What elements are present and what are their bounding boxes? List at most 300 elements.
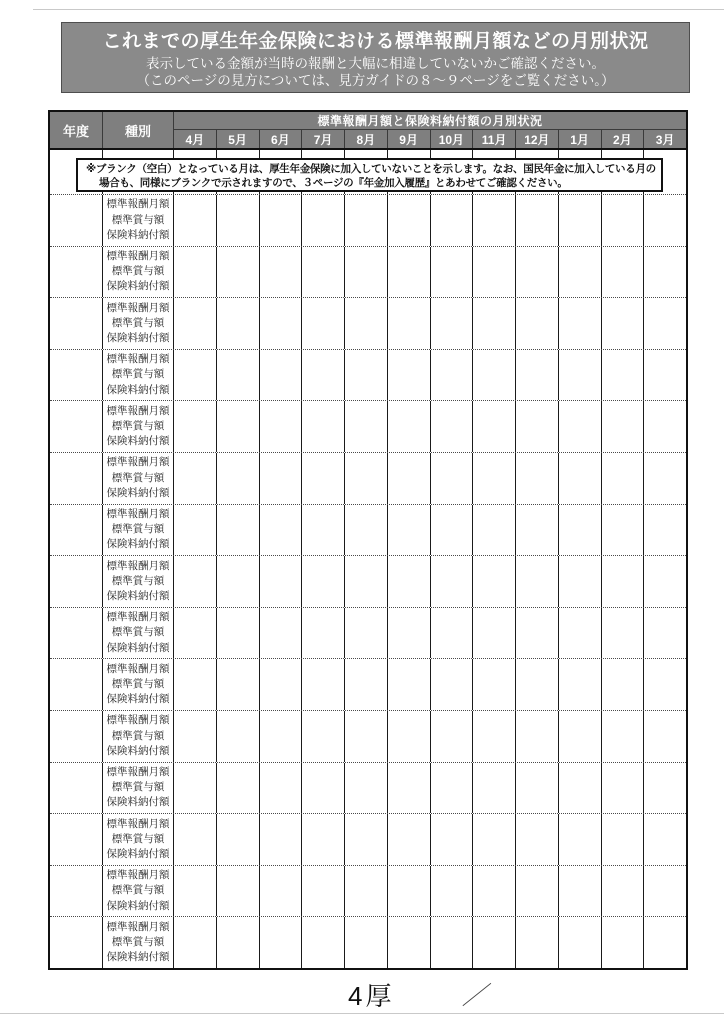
month-cell	[260, 659, 303, 710]
type-label: 標準報酬月額	[106, 508, 170, 521]
year-cell	[50, 298, 103, 349]
month-cell	[516, 659, 559, 710]
type-label: 標準賞与額	[111, 316, 165, 329]
month-header-5月: 5月	[217, 130, 260, 148]
month-cell	[260, 505, 303, 556]
month-cell	[516, 247, 559, 298]
months-group-header: 標準報酬月額と保険料納付額の月別状況	[174, 112, 686, 130]
month-header-9月: 9月	[388, 130, 431, 148]
banner-subtitle-1: 表示している金額が当時の報酬と大幅に相違していないかご確認ください。	[146, 56, 605, 71]
type-label: 保険料納付額	[106, 332, 170, 345]
month-cell	[644, 608, 686, 659]
month-cell	[388, 659, 431, 710]
year-row-block	[50, 658, 686, 710]
type-label: 保険料納付額	[106, 693, 170, 706]
year-cell	[50, 247, 103, 298]
page-title: これまでの厚生年金保険における標準報酬月額などの月別状況	[102, 31, 649, 52]
month-cell	[217, 195, 260, 246]
banner-subtitle-2: （このページの見方については、見方ガイドの８～９ページをご覧ください。）	[136, 73, 615, 88]
month-cell	[473, 917, 516, 968]
month-cell	[388, 711, 431, 762]
month-cell	[174, 247, 217, 298]
page-number: 4厚	[348, 981, 395, 1011]
month-cell	[602, 866, 645, 917]
month-cell	[602, 298, 645, 349]
month-cell	[174, 608, 217, 659]
year-row-block	[50, 349, 686, 401]
month-cell	[388, 556, 431, 607]
month-cell	[473, 763, 516, 814]
year-cell	[50, 917, 103, 968]
type-cell	[103, 763, 174, 814]
month-cell	[345, 711, 388, 762]
type-cell	[103, 556, 174, 607]
month-cell	[431, 453, 474, 504]
month-cell	[302, 247, 345, 298]
type-label: 標準賞与額	[111, 574, 165, 587]
page-edge-bottom	[0, 1013, 724, 1014]
months-header-group	[174, 112, 686, 148]
type-cell	[103, 505, 174, 556]
type-label: 保険料納付額	[106, 228, 170, 241]
month-cell	[388, 866, 431, 917]
month-cell	[302, 866, 345, 917]
month-cell	[602, 814, 645, 865]
month-cell	[644, 505, 686, 556]
month-cell	[388, 350, 431, 401]
year-row-block	[50, 555, 686, 607]
month-cell	[431, 350, 474, 401]
month-cell	[473, 195, 516, 246]
month-cell	[302, 350, 345, 401]
month-cell	[473, 608, 516, 659]
type-label: 標準賞与額	[111, 832, 165, 845]
month-cell	[644, 453, 686, 504]
month-cell	[602, 247, 645, 298]
month-cell	[174, 505, 217, 556]
month-cell	[217, 814, 260, 865]
month-cell	[516, 608, 559, 659]
year-cell	[50, 608, 103, 659]
month-cell	[302, 453, 345, 504]
month-cell	[217, 401, 260, 452]
month-cell	[302, 659, 345, 710]
type-cell	[103, 247, 174, 298]
month-cell	[260, 247, 303, 298]
month-cell	[174, 401, 217, 452]
month-cell	[260, 298, 303, 349]
type-cell	[103, 608, 174, 659]
year-row-block	[50, 400, 686, 452]
month-cell	[602, 505, 645, 556]
month-cell	[302, 195, 345, 246]
month-header-7月: 7月	[302, 130, 345, 148]
type-label: 保険料納付額	[106, 951, 170, 964]
month-cell	[260, 453, 303, 504]
month-header-10月: 10月	[431, 130, 474, 148]
year-row-block	[50, 813, 686, 865]
table-header	[50, 112, 686, 150]
type-cell	[103, 711, 174, 762]
type-label: 保険料納付額	[106, 590, 170, 603]
type-label: 標準賞与額	[111, 420, 165, 433]
month-cell	[644, 195, 686, 246]
month-header-2月: 2月	[602, 130, 645, 148]
month-cell	[516, 917, 559, 968]
type-label: 標準報酬月額	[106, 611, 170, 624]
type-label: 標準賞与額	[111, 781, 165, 794]
month-header-12月: 12月	[516, 130, 559, 148]
month-cell	[473, 556, 516, 607]
month-cell	[388, 608, 431, 659]
month-cell	[431, 608, 474, 659]
month-cell	[559, 917, 602, 968]
year-column-header: 年度	[50, 112, 103, 148]
year-row-block	[50, 194, 686, 246]
year-row-block	[50, 762, 686, 814]
month-cell	[473, 350, 516, 401]
month-cell	[388, 247, 431, 298]
table-body	[50, 150, 686, 968]
month-cell	[260, 195, 303, 246]
page-edge-top	[33, 9, 724, 10]
month-cell	[644, 814, 686, 865]
month-cell	[174, 711, 217, 762]
month-cell	[217, 453, 260, 504]
month-cell	[473, 401, 516, 452]
month-cell	[345, 453, 388, 504]
type-cell	[103, 814, 174, 865]
month-cell	[516, 350, 559, 401]
month-cell	[516, 711, 559, 762]
month-cell	[217, 350, 260, 401]
month-cell	[602, 608, 645, 659]
blank-note-box	[76, 158, 663, 192]
type-label: 標準報酬月額	[106, 920, 170, 933]
blank-note-line-1: ※ブランク（空白）となっている月は、厚生年金保険に加入していないことを示します。なお、国民年金に加入している月の	[86, 163, 656, 175]
type-cell	[103, 350, 174, 401]
month-cell	[431, 401, 474, 452]
month-cell	[217, 556, 260, 607]
monthly-status-table	[48, 110, 688, 970]
type-cell	[103, 401, 174, 452]
month-cell	[388, 917, 431, 968]
month-cell	[559, 556, 602, 607]
year-row-block	[50, 504, 686, 556]
month-cell	[388, 505, 431, 556]
type-label: 標準報酬月額	[106, 869, 170, 882]
month-cell	[174, 350, 217, 401]
type-label: 保険料納付額	[106, 538, 170, 551]
month-cell	[431, 917, 474, 968]
type-cell	[103, 195, 174, 246]
year-row-block	[50, 916, 686, 968]
type-label: 保険料納付額	[106, 796, 170, 809]
month-header-8月: 8月	[345, 130, 388, 148]
month-cell	[516, 814, 559, 865]
type-label: 保険料納付額	[106, 848, 170, 861]
month-cell	[260, 556, 303, 607]
month-cell	[260, 401, 303, 452]
month-cell	[559, 505, 602, 556]
month-cell	[473, 298, 516, 349]
year-cell	[50, 763, 103, 814]
type-label: 標準賞与額	[111, 678, 165, 691]
month-cell	[516, 866, 559, 917]
month-header-1月: 1月	[559, 130, 602, 148]
month-cell	[302, 401, 345, 452]
year-cell	[50, 401, 103, 452]
month-cell	[431, 195, 474, 246]
month-cell	[559, 866, 602, 917]
month-cell	[260, 814, 303, 865]
year-cell	[50, 711, 103, 762]
year-row-block	[50, 297, 686, 349]
type-label: 標準賞与額	[111, 471, 165, 484]
type-label: 保険料納付額	[106, 435, 170, 448]
type-label: 標準報酬月額	[106, 198, 170, 211]
month-cell	[260, 917, 303, 968]
month-cell	[431, 659, 474, 710]
month-cell	[559, 247, 602, 298]
month-cell	[431, 556, 474, 607]
month-cell	[602, 763, 645, 814]
year-cell	[50, 556, 103, 607]
month-cell	[559, 763, 602, 814]
month-cell	[473, 659, 516, 710]
type-cell	[103, 917, 174, 968]
month-cell	[644, 298, 686, 349]
month-cell	[345, 556, 388, 607]
month-cell	[431, 298, 474, 349]
type-label: 保険料納付額	[106, 744, 170, 757]
month-cell	[602, 453, 645, 504]
type-cell	[103, 659, 174, 710]
month-cell	[302, 711, 345, 762]
type-label: 標準賞与額	[111, 884, 165, 897]
type-label: 標準報酬月額	[106, 662, 170, 675]
year-row-block	[50, 607, 686, 659]
month-cell	[644, 711, 686, 762]
slash-mark: ／	[462, 982, 488, 1010]
year-cell	[50, 350, 103, 401]
type-label: 標準報酬月額	[106, 559, 170, 572]
month-cell	[388, 298, 431, 349]
month-cell	[345, 917, 388, 968]
month-cell	[345, 763, 388, 814]
year-row-block	[50, 710, 686, 762]
month-cell	[431, 711, 474, 762]
type-label: 保険料納付額	[106, 383, 170, 396]
month-cell	[217, 298, 260, 349]
year-cell	[50, 814, 103, 865]
month-cell	[302, 814, 345, 865]
year-row-block	[50, 865, 686, 917]
month-cell	[473, 505, 516, 556]
month-cell	[431, 814, 474, 865]
type-label: 標準賞与額	[111, 368, 165, 381]
type-label: 保険料納付額	[106, 486, 170, 499]
type-cell	[103, 866, 174, 917]
month-cell	[302, 505, 345, 556]
month-cell	[345, 350, 388, 401]
year-cell	[50, 659, 103, 710]
month-cell	[345, 659, 388, 710]
month-cell	[602, 401, 645, 452]
month-cell	[345, 247, 388, 298]
month-header-row	[174, 130, 686, 148]
month-cell	[217, 608, 260, 659]
month-cell	[644, 763, 686, 814]
month-cell	[217, 505, 260, 556]
month-cell	[644, 866, 686, 917]
month-cell	[473, 453, 516, 504]
month-cell	[345, 608, 388, 659]
month-cell	[174, 814, 217, 865]
month-cell	[388, 763, 431, 814]
month-cell	[260, 711, 303, 762]
month-cell	[217, 711, 260, 762]
month-cell	[345, 866, 388, 917]
month-header-3月: 3月	[655, 132, 675, 147]
month-cell	[644, 401, 686, 452]
month-cell	[516, 195, 559, 246]
type-label: 標準賞与額	[111, 265, 165, 278]
month-cell	[559, 401, 602, 452]
month-cell	[217, 659, 260, 710]
blank-note-line-2: 場合も、同様にブランクで示されますので、３ページの『年金加入履歴』とあわせてご確認ください。	[99, 177, 568, 189]
month-cell	[559, 814, 602, 865]
month-cell	[473, 247, 516, 298]
month-cell	[174, 453, 217, 504]
month-cell	[644, 917, 686, 968]
month-cell	[174, 298, 217, 349]
month-cell	[217, 917, 260, 968]
month-cell	[602, 917, 645, 968]
month-cell	[431, 866, 474, 917]
month-cell	[345, 298, 388, 349]
type-label: 保険料納付額	[106, 641, 170, 654]
month-cell	[174, 917, 217, 968]
month-cell	[473, 866, 516, 917]
month-cell	[431, 505, 474, 556]
type-label: 標準賞与額	[111, 523, 165, 536]
month-cell	[516, 401, 559, 452]
year-cell	[50, 195, 103, 246]
month-cell	[559, 659, 602, 710]
month-cell	[559, 350, 602, 401]
month-cell	[388, 453, 431, 504]
type-label: 標準報酬月額	[106, 404, 170, 417]
month-cell	[559, 195, 602, 246]
month-cell	[559, 711, 602, 762]
type-label: 標準賞与額	[111, 213, 165, 226]
month-cell	[644, 247, 686, 298]
month-cell	[388, 195, 431, 246]
month-cell	[431, 763, 474, 814]
type-label: 標準賞与額	[111, 729, 165, 742]
month-cell	[302, 917, 345, 968]
month-header-6月: 6月	[260, 130, 303, 148]
month-cell	[174, 556, 217, 607]
type-label: 標準報酬月額	[106, 250, 170, 263]
month-cell	[174, 659, 217, 710]
month-cell	[431, 247, 474, 298]
month-cell	[644, 659, 686, 710]
year-cell	[50, 505, 103, 556]
month-cell	[559, 298, 602, 349]
title-banner	[61, 22, 690, 93]
month-cell	[345, 195, 388, 246]
month-cell	[388, 814, 431, 865]
month-cell	[602, 350, 645, 401]
month-cell	[174, 763, 217, 814]
month-cell	[516, 453, 559, 504]
type-cell	[103, 298, 174, 349]
year-row-block	[50, 452, 686, 504]
month-cell	[345, 814, 388, 865]
type-label: 保険料納付額	[106, 280, 170, 293]
month-cell	[302, 763, 345, 814]
month-cell	[260, 763, 303, 814]
month-cell	[602, 659, 645, 710]
type-label: 保険料納付額	[106, 899, 170, 912]
month-cell	[602, 711, 645, 762]
month-cell	[559, 453, 602, 504]
month-cell	[388, 401, 431, 452]
month-cell	[345, 401, 388, 452]
month-cell	[260, 866, 303, 917]
year-cell	[50, 866, 103, 917]
month-cell	[302, 608, 345, 659]
month-cell	[559, 608, 602, 659]
month-cell	[217, 866, 260, 917]
month-cell	[602, 556, 645, 607]
month-cell	[516, 556, 559, 607]
month-cell	[260, 608, 303, 659]
type-label: 標準賞与額	[111, 936, 165, 948]
type-column-header: 種別	[103, 112, 174, 148]
month-cell	[345, 505, 388, 556]
month-cell	[174, 866, 217, 917]
month-cell	[516, 505, 559, 556]
type-label: 標準報酬月額	[106, 301, 170, 314]
month-cell	[217, 763, 260, 814]
type-label: 標準報酬月額	[106, 353, 170, 366]
type-cell	[103, 453, 174, 504]
type-label: 標準報酬月額	[106, 817, 170, 830]
month-cell	[174, 195, 217, 246]
month-cell	[516, 298, 559, 349]
month-cell	[302, 298, 345, 349]
year-cell	[50, 453, 103, 504]
month-cell	[302, 556, 345, 607]
type-label: 標準賞与額	[111, 626, 165, 639]
month-cell	[516, 763, 559, 814]
type-label: 標準報酬月額	[106, 766, 170, 779]
month-cell	[644, 556, 686, 607]
month-cell	[473, 814, 516, 865]
month-header-11月: 11月	[473, 130, 516, 148]
month-cell	[473, 711, 516, 762]
type-label: 標準報酬月額	[106, 714, 170, 727]
month-cell	[602, 195, 645, 246]
month-cell	[260, 350, 303, 401]
month-header-4月: 4月	[174, 130, 217, 148]
year-row-block	[50, 246, 686, 298]
type-label: 標準報酬月額	[106, 456, 170, 469]
month-cell	[644, 350, 686, 401]
